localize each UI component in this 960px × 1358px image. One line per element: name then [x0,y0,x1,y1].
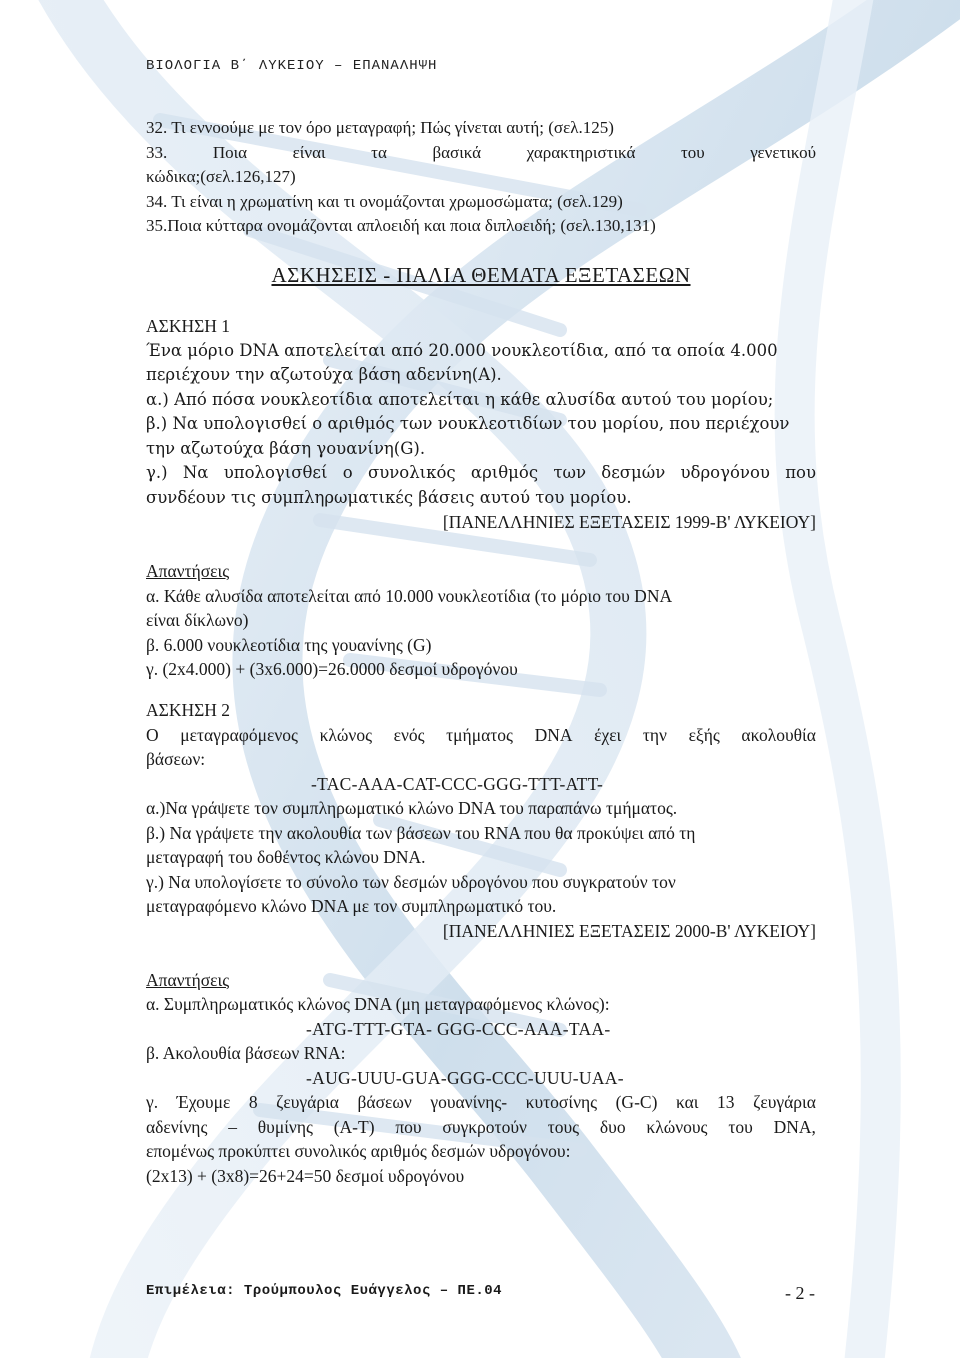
word: αδενίνης [146,1116,208,1137]
exercise-1-question-a: α.) Από πόσα νουκλεοτίδια αποτελείται η κάθε αλυσίδα αυτού του μορίου; [146,389,774,409]
exercise-2-answer-b: β. Ακολουθία βάσεων RNA: [146,1043,346,1063]
word: αριθμός [470,463,539,482]
exercise-2 [146,698,816,1188]
exercise-1-line: Ένα μόριο DNA αποτελείται από 20.000 νουκλεοτίδια, από τα οποία 4.000 [146,340,778,360]
word: – [228,1116,237,1137]
word: έχει [594,724,622,745]
exercise-2-answer-b-sequence: -AUG-UUU-GUA-GGG-CCC-UUU-UAA- [306,1067,624,1088]
question-32: 32. Τι εννοούμε με τον όρο μεταγραφή; Πώς γίνεται αυτή; (σελ.125) [146,118,614,137]
word: κλώνους [646,1116,708,1137]
exercise-2-answer-c-cont: επομένως προκύπτει συνολικός αριθμός δεσμών υδρογόνου: [146,1141,571,1161]
word: του [728,1116,753,1137]
word: ακολουθία [741,724,816,745]
exercise-1-question-b: β.) Να υπολογισθεί ο αριθμός των νουκλεοτιδίων του μορίου, που περιέχουν [146,414,790,433]
exercise-1-line: συνδέουν τις συμπληρωματικές βάσεις αυτού του μορίου. [146,487,632,507]
exercise-2-question-a: α.)Να γράψετε τον συμπληρωματικό κλώνο DNA του παραπάνω τμήματος. [146,798,678,818]
word: συγκροτούν [442,1116,527,1137]
exercise-2-answer-c-result: (2x13) + (3x8)=26+24=50 δεσμοί υδρογόνου [146,1165,465,1186]
word: εξής [688,724,720,745]
page-number: - 2 - [785,1283,815,1303]
question-35: 35.Ποια κύτταρα ονομάζονται απλοειδή και ποια διπλοειδή; (σελ.130,131) [146,216,656,235]
exercise-2-line: μεταγραφή του δοθέντος κλώνου DNA. [146,847,426,867]
word: γ. [146,1092,159,1112]
exercise-1-answer-c: γ. (2x4.000) + (3x6.000)=26.0000 δεσμοί υδρογόνου [146,659,518,679]
word: (A-T) [333,1116,375,1137]
word: υδρογόνου [680,463,770,482]
exercise-1-answer-a: α. Κάθε αλυσίδα αποτελείται από 10.000 νουκλεοτίδια (το μόριο του DNA [146,585,673,606]
page-header: ΒΙΟΛΟΓΙΑ Β΄ ΛΥΚΕΙΟΥ – ΕΠΑΝΑΛΗΨΗ [146,58,438,74]
word: Ποια [212,142,248,162]
exercise-1-answer-a-cont: είναι δίκλωνο) [146,610,249,630]
word: την [642,724,667,745]
word: που [395,1116,422,1137]
exercise-1-source: [ΠΑΝΕΛΛΗΝΙΕΣ ΕΞΕΤΑΣΕΙΣ 1999-Β' ΛΥΚΕΙΟΥ] [442,512,816,532]
word: βασικά [432,142,482,162]
section-title-text: ΑΣΚΗΣΕΙΣ - ΠΑΛΙΑ ΘΕΜΑΤΑ ΕΞΕΤΑΣΕΩΝ [271,263,691,287]
exercise-2-answer-c [146,1090,816,1115]
word: Έχουμε [176,1092,231,1112]
word: γουανίνης- [430,1092,508,1112]
word: DNA, [773,1116,816,1137]
word: Ο [146,724,159,745]
exercise-2-line [146,723,816,748]
word: του [680,142,705,162]
exercise-2-answer-c-cont [146,1115,816,1140]
word: 13 [717,1092,735,1112]
word: μεταγραφόμενος [180,724,298,745]
word: γ.) [146,463,168,482]
word: υπολογισθεί [223,463,328,482]
exercise-2-answer-a: α. Συμπληρωματικός κλώνος DNA (μη μεταγραφόμενος κλώνος): [146,994,610,1014]
word: χαρακτηριστικά [526,142,636,162]
exercise-1-question-c [146,461,816,486]
word: δεσμών [601,463,666,482]
exercise-2-sequence: -TAC-AAA-CAT-CCC-GGG-TTT-ATT- [311,773,604,794]
exercise-1-title: ΑΣΚΗΣΗ 1 [146,316,231,336]
word: 33. [146,142,168,162]
question-33 [146,141,816,166]
exercise-1-line: την αζωτούχα βάση γουανίνη(G). [146,438,426,458]
word: που [785,463,816,482]
exercise-2-answers-title: Απαντήσεις [146,969,230,990]
question-34: 34. Τι είναι η χρωματίνη και τι ονομάζονται χρωμοσώματα; (σελ.129) [146,191,623,211]
word: τους [547,1116,580,1137]
word: ζευγάρια [753,1092,816,1112]
word: γενετικού [750,142,816,162]
exercise-2-question-b: β.) Να γράψετε την ακολουθία των βάσεων του RNA που θα προκύψει από τη [146,822,696,843]
word: είναι [292,142,326,162]
word: ο [342,463,353,482]
word: συνολικός [367,463,456,482]
exercise-2-answer-a-sequence: -ATG-TTT-GTA- GGG-CCC-AAA-TAA- [306,1018,611,1039]
word: ενός [393,724,425,745]
word: (G-C) [615,1092,658,1112]
word: δυο [599,1116,626,1137]
word: των [553,463,586,482]
word: βάσεων [357,1092,412,1112]
exercise-1-answers-title: Απαντήσεις [146,561,230,581]
word: κλώνος [319,724,372,745]
word: θυμίνης [257,1116,313,1137]
word: 8 [248,1092,258,1112]
word: τμήματος [446,724,513,745]
page-footer: Επιμέλεια: Τρούμπουλος Ευάγγελος – ΠΕ.04 [146,1283,503,1299]
exercise-2-title: ΑΣΚΗΣΗ 2 [146,700,231,720]
word: ζευγάρια [276,1092,339,1112]
review-questions [146,116,816,239]
exercise-2-source: [ΠΑΝΕΛΛΗΝΙΕΣ ΕΞΕΤΑΣΕΙΣ 2000-Β' ΛΥΚΕΙΟΥ] [442,920,816,941]
question-33-cont: κώδικα;(σελ.126,127) [146,167,296,186]
section-title [146,263,816,288]
exercise-2-line: βάσεων: [146,749,206,769]
exercise-2-question-c: γ.) Να υπολογίσετε το σύνολο των δεσμών υδρογόνου που συγκρατούν τον [146,871,676,892]
word: κυτοσίνης [525,1092,598,1112]
word: και [675,1092,699,1112]
exercise-1-answer-b: β. 6.000 νουκλεοτίδια της γουανίνης (G) [146,634,432,655]
exercise-1-line: περιέχουν την αζωτούχα βάση αδενίνη(A). [146,365,502,384]
word: τα [371,142,387,162]
word: DNA [534,724,573,745]
exercise-2-line: μεταγραφόμενο κλώνο DNA με τον συμπληρωματικό του. [146,896,557,916]
exercise-1 [146,314,816,682]
word: Να [182,463,209,482]
